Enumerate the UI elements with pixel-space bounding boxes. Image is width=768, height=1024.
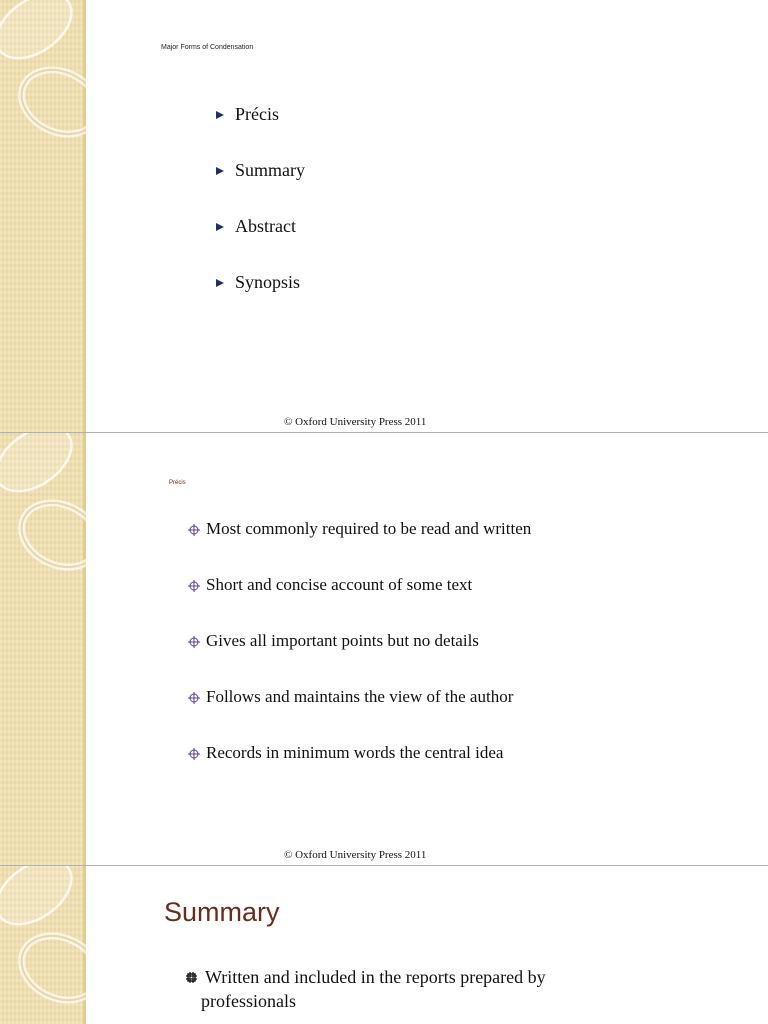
slide-header: Précis <box>169 480 186 486</box>
slide-major-forms <box>0 0 768 432</box>
slide-header: Major Forms of Condensation <box>161 44 254 51</box>
bullet-text: Synopsis <box>235 272 301 292</box>
bullet-text: Summary <box>235 160 305 180</box>
slide-precis <box>0 433 768 865</box>
bullet-text-continuation: professionals <box>201 991 296 1011</box>
circle-cross-icon <box>188 748 200 760</box>
ring-ornament-icon <box>0 0 86 432</box>
bullet-text: Follows and maintains the view of the author <box>206 687 514 706</box>
copyright-footer: © Oxford University Press 2011 <box>284 849 427 861</box>
square-cross-icon <box>186 972 197 983</box>
ring-ornament-icon <box>0 433 86 865</box>
slide-summary <box>0 866 768 1024</box>
slide-title: Summary <box>164 897 280 927</box>
circle-cross-icon <box>188 580 200 592</box>
circle-cross-icon <box>188 692 200 704</box>
slide-sidebar <box>0 866 86 1024</box>
copyright-footer: © Oxford University Press 2011 <box>284 416 427 428</box>
bullet-text: Abstract <box>235 216 296 236</box>
triangle-arrow-icon <box>216 111 224 119</box>
ring-ornament-icon <box>0 866 86 1024</box>
slide-sidebar <box>0 433 86 865</box>
bullet-text: Records in minimum words the central idea <box>206 743 504 762</box>
bullet-text: Written and included in the reports prepared by <box>205 967 546 987</box>
triangle-arrow-icon <box>216 223 224 231</box>
circle-cross-icon <box>188 636 200 648</box>
slide-sidebar <box>0 0 86 432</box>
bullet-text: Most commonly required to be read and written <box>206 519 532 538</box>
bullet-text: Gives all important points but no details <box>206 631 479 650</box>
triangle-arrow-icon <box>216 279 224 287</box>
bullet-text: Short and concise account of some text <box>206 575 473 594</box>
triangle-arrow-icon <box>216 167 224 175</box>
circle-cross-icon <box>188 524 200 536</box>
bullet-text: Précis <box>235 104 279 124</box>
